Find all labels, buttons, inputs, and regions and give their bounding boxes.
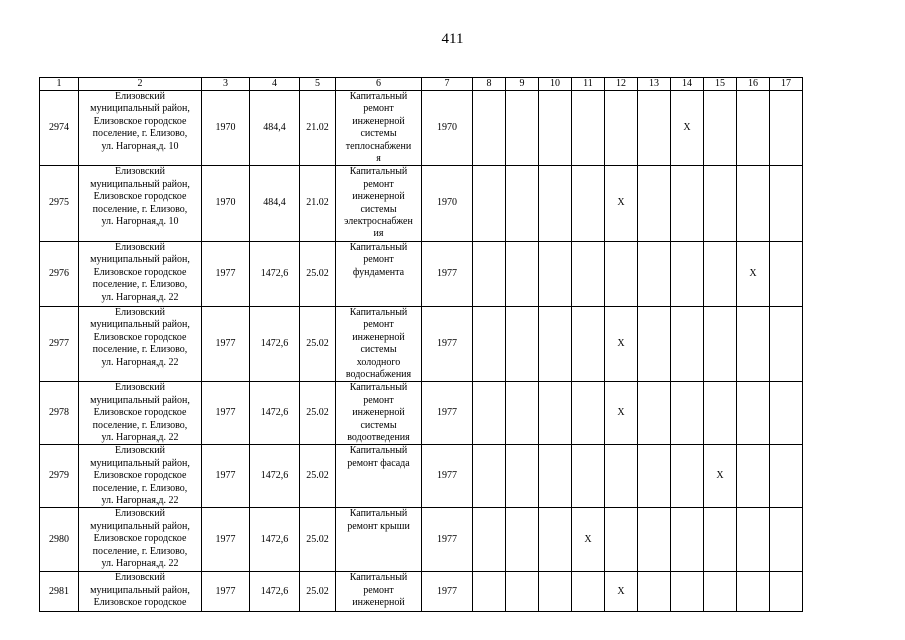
header-cell: 14 xyxy=(671,78,704,91)
mark-cell xyxy=(539,306,572,381)
mark-cell xyxy=(704,91,737,166)
header-cell: 11 xyxy=(572,78,605,91)
mark-cell xyxy=(737,91,770,166)
work-type-cell: Капитальный ремонт инженерной системы теплоснабжени я xyxy=(336,91,422,166)
row-number: 2977 xyxy=(40,306,79,381)
header-cell: 9 xyxy=(506,78,539,91)
address-cell: Елизовский муниципальный район, Елизовское городское поселение, г. Елизово, ул. Нагорная,д. 22 xyxy=(79,508,202,572)
mark-cell xyxy=(638,241,671,306)
mark-cell: X xyxy=(704,445,737,508)
row-number: 2978 xyxy=(40,382,79,445)
code-cell: 21.02 xyxy=(300,166,336,241)
mark-cell xyxy=(638,572,671,612)
year-cell: 1977 xyxy=(422,306,473,381)
table-row xyxy=(40,572,803,612)
year-cell: 1970 xyxy=(422,166,473,241)
year-cell: 1977 xyxy=(422,572,473,612)
header-cell: 4 xyxy=(250,78,300,91)
year-built-cell: 1970 xyxy=(202,91,250,166)
year-cell: 1977 xyxy=(422,445,473,508)
address-cell: Елизовский муниципальный район, Елизовское городское поселение, г. Елизово, ул. Нагорная,д. 22 xyxy=(79,306,202,381)
address-cell: Елизовский муниципальный район, Елизовское городское поселение, г. Елизово, ул. Нагорная,д. 22 xyxy=(79,445,202,508)
mark-cell xyxy=(704,382,737,445)
mark-cell xyxy=(539,241,572,306)
year-built-cell: 1977 xyxy=(202,445,250,508)
year-cell: 1977 xyxy=(422,241,473,306)
mark-cell xyxy=(473,306,506,381)
mark-cell xyxy=(572,572,605,612)
mark-cell: X xyxy=(737,241,770,306)
mark-cell xyxy=(770,445,803,508)
work-type-cell: Капитальный ремонт инженерной системы электроснабжен ия xyxy=(336,166,422,241)
mark-cell xyxy=(770,306,803,381)
mark-cell: X xyxy=(605,572,638,612)
mark-cell xyxy=(506,166,539,241)
area-cell: 484,4 xyxy=(250,166,300,241)
area-cell: 1472,6 xyxy=(250,508,300,572)
mark-cell xyxy=(506,306,539,381)
code-cell: 25.02 xyxy=(300,241,336,306)
mark-cell xyxy=(638,382,671,445)
header-cell: 5 xyxy=(300,78,336,91)
mark-cell xyxy=(704,572,737,612)
area-cell: 1472,6 xyxy=(250,445,300,508)
row-number: 2976 xyxy=(40,241,79,306)
mark-cell xyxy=(770,382,803,445)
mark-cell xyxy=(671,306,704,381)
header-cell: 13 xyxy=(638,78,671,91)
row-number: 2975 xyxy=(40,166,79,241)
header-cell: 10 xyxy=(539,78,572,91)
mark-cell: X xyxy=(605,166,638,241)
mark-cell xyxy=(572,91,605,166)
mark-cell xyxy=(770,91,803,166)
code-cell: 25.02 xyxy=(300,382,336,445)
mark-cell xyxy=(572,166,605,241)
mark-cell xyxy=(605,445,638,508)
mark-cell xyxy=(473,445,506,508)
table-row xyxy=(40,241,803,306)
mark-cell xyxy=(605,241,638,306)
mark-cell xyxy=(572,241,605,306)
header-cell: 8 xyxy=(473,78,506,91)
year-cell: 1977 xyxy=(422,508,473,572)
year-built-cell: 1970 xyxy=(202,166,250,241)
header-cell: 3 xyxy=(202,78,250,91)
work-type-cell: Капитальный ремонт инженерной xyxy=(336,572,422,612)
mark-cell xyxy=(572,382,605,445)
mark-cell xyxy=(704,306,737,381)
year-built-cell: 1977 xyxy=(202,382,250,445)
work-type-cell: Капитальный ремонт инженерной системы водоотведения xyxy=(336,382,422,445)
header-cell: 2 xyxy=(79,78,202,91)
mark-cell xyxy=(572,445,605,508)
area-cell: 1472,6 xyxy=(250,306,300,381)
work-type-cell: Капитальный ремонт фундамента xyxy=(336,241,422,306)
mark-cell xyxy=(671,382,704,445)
year-built-cell: 1977 xyxy=(202,508,250,572)
mark-cell xyxy=(770,241,803,306)
header-cell: 17 xyxy=(770,78,803,91)
area-cell: 1472,6 xyxy=(250,572,300,612)
mark-cell xyxy=(473,508,506,572)
mark-cell xyxy=(572,306,605,381)
mark-cell xyxy=(539,166,572,241)
mark-cell xyxy=(770,166,803,241)
mark-cell xyxy=(638,508,671,572)
mark-cell: X xyxy=(605,306,638,381)
table-row xyxy=(40,445,803,508)
work-type-cell: Капитальный ремонт инженерной системы холодного водоснабжения xyxy=(336,306,422,381)
header-row xyxy=(40,78,803,91)
mark-cell xyxy=(671,508,704,572)
mark-cell xyxy=(539,91,572,166)
mark-cell xyxy=(638,445,671,508)
mark-cell xyxy=(506,445,539,508)
mark-cell xyxy=(539,572,572,612)
work-type-cell: Капитальный ремонт крыши xyxy=(336,508,422,572)
mark-cell xyxy=(638,166,671,241)
mark-cell xyxy=(506,508,539,572)
mark-cell xyxy=(704,241,737,306)
header-cell: 12 xyxy=(605,78,638,91)
mark-cell xyxy=(770,508,803,572)
mark-cell xyxy=(605,91,638,166)
mark-cell xyxy=(539,508,572,572)
area-cell: 1472,6 xyxy=(250,241,300,306)
address-cell: Елизовский муниципальный район, Елизовское городское поселение, г. Елизово, ул. Нагорная,д. 10 xyxy=(79,166,202,241)
mark-cell xyxy=(671,445,704,508)
mark-cell xyxy=(638,91,671,166)
mark-cell xyxy=(473,166,506,241)
mark-cell xyxy=(671,572,704,612)
mark-cell xyxy=(473,241,506,306)
table-row xyxy=(40,166,803,241)
mark-cell xyxy=(473,382,506,445)
year-cell: 1977 xyxy=(422,382,473,445)
mark-cell xyxy=(737,306,770,381)
mark-cell xyxy=(539,382,572,445)
address-cell: Елизовский муниципальный район, Елизовское городское поселение, г. Елизово, ул. Нагорная,д. 10 xyxy=(79,91,202,166)
row-number: 2980 xyxy=(40,508,79,572)
code-cell: 25.02 xyxy=(300,508,336,572)
address-cell: Елизовский муниципальный район, Елизовское городское поселение, г. Елизово, ул. Нагорная,д. 22 xyxy=(79,241,202,306)
area-cell: 484,4 xyxy=(250,91,300,166)
mark-cell xyxy=(506,241,539,306)
mark-cell xyxy=(506,91,539,166)
mark-cell xyxy=(737,382,770,445)
mark-cell xyxy=(737,572,770,612)
mark-cell: X xyxy=(605,382,638,445)
table-row xyxy=(40,306,803,381)
table-row xyxy=(40,91,803,166)
address-cell: Елизовский муниципальный район, Елизовское городское поселение, г. Елизово, ул. Нагорная,д. 22 xyxy=(79,382,202,445)
year-built-cell: 1977 xyxy=(202,572,250,612)
table-row xyxy=(40,382,803,445)
area-cell: 1472,6 xyxy=(250,382,300,445)
row-number: 2979 xyxy=(40,445,79,508)
mark-cell xyxy=(704,166,737,241)
mark-cell: X xyxy=(572,508,605,572)
page-number: 411 xyxy=(441,31,464,47)
mark-cell xyxy=(737,445,770,508)
mark-cell xyxy=(506,572,539,612)
code-cell: 21.02 xyxy=(300,91,336,166)
mark-cell xyxy=(737,508,770,572)
mark-cell xyxy=(539,445,572,508)
mark-cell xyxy=(770,572,803,612)
mark-cell xyxy=(638,306,671,381)
mark-cell xyxy=(473,91,506,166)
header-cell: 16 xyxy=(737,78,770,91)
year-built-cell: 1977 xyxy=(202,241,250,306)
row-number: 2981 xyxy=(40,572,79,612)
mark-cell: X xyxy=(671,91,704,166)
capital-repair-table xyxy=(39,77,803,612)
mark-cell xyxy=(704,508,737,572)
code-cell: 25.02 xyxy=(300,306,336,381)
mark-cell xyxy=(605,508,638,572)
year-built-cell: 1977 xyxy=(202,306,250,381)
work-type-cell: Капитальный ремонт фасада xyxy=(336,445,422,508)
mark-cell xyxy=(671,166,704,241)
mark-cell xyxy=(671,241,704,306)
code-cell: 25.02 xyxy=(300,445,336,508)
header-cell: 7 xyxy=(422,78,473,91)
row-number: 2974 xyxy=(40,91,79,166)
code-cell: 25.02 xyxy=(300,572,336,612)
mark-cell xyxy=(506,382,539,445)
header-cell: 6 xyxy=(336,78,422,91)
year-cell: 1970 xyxy=(422,91,473,166)
table-row xyxy=(40,508,803,572)
header-cell: 1 xyxy=(40,78,79,91)
address-cell: Елизовский муниципальный район, Елизовское городское xyxy=(79,572,202,612)
header-cell: 15 xyxy=(704,78,737,91)
mark-cell xyxy=(473,572,506,612)
mark-cell xyxy=(737,166,770,241)
